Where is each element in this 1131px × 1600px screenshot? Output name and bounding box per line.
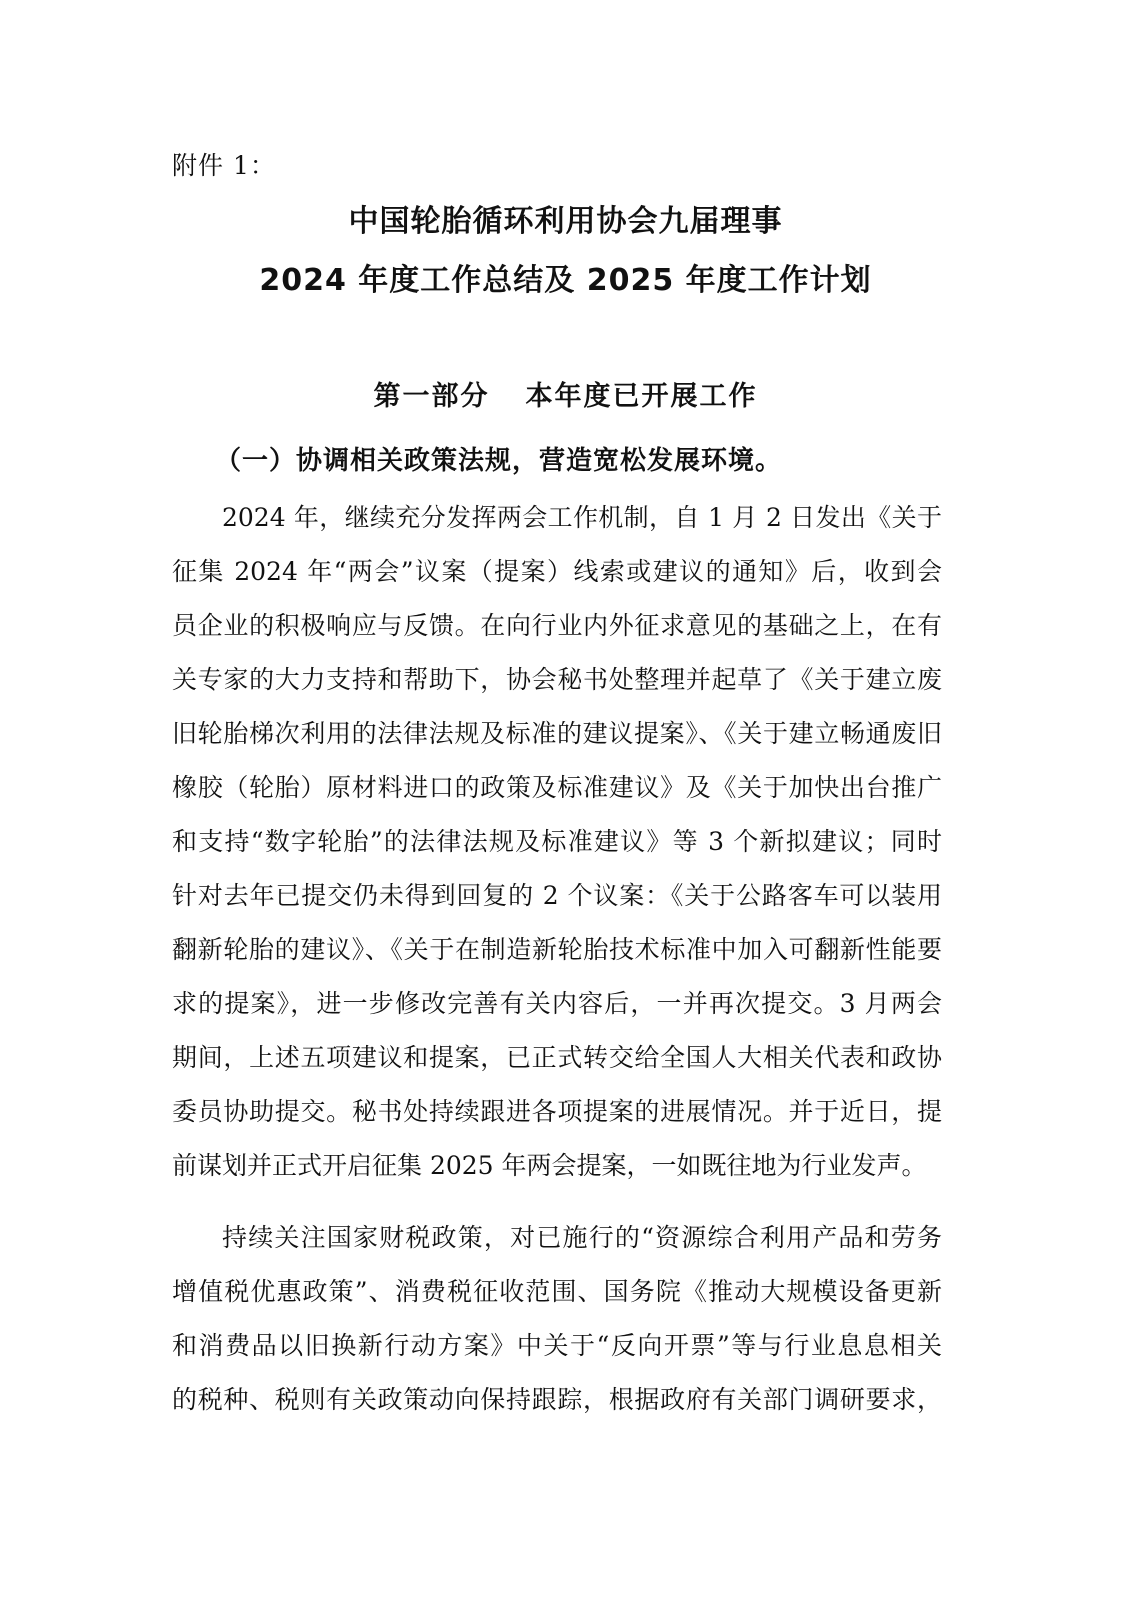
paragraph-1-line: 员企业的积极响应与反馈。在向行业内外征求意见的基础之上，在有 xyxy=(172,611,942,640)
part-number: 第一部分 xyxy=(373,381,490,412)
paragraph-1-line: 2024 年，继续充分发挥两会工作机制，自 1 月 2 日发出《关于 xyxy=(222,503,942,532)
part-name: 本年度已开展工作 xyxy=(525,381,758,412)
paragraph-1-line: 委员协助提交。秘书处持续跟进各项提案的进展情况。并于近日，提 xyxy=(172,1097,942,1126)
paragraph-1-line: 和支持“数字轮胎”的法律法规及标准建议》等 3 个新拟建议；同时 xyxy=(172,827,942,856)
paragraph-1-line: 关专家的大力支持和帮助下，协会秘书处整理并起草了《关于建立废 xyxy=(172,665,942,694)
paragraph-1-line: 前谋划并正式开启征集 2025 年两会提案，一如既往地为行业发声。 xyxy=(172,1151,927,1180)
paragraph-1-line: 针对去年已提交仍未得到回复的 2 个议案：《关于公路客车可以装用 xyxy=(172,881,942,910)
document-title-line-1: 中国轮胎循环利用协会九届理事 xyxy=(348,204,783,239)
document-title-line-2: 2024 年度工作总结及 2025 年度工作计划 xyxy=(259,263,872,298)
attachment-label: 附件 1： xyxy=(172,151,276,180)
paragraph-1-line: 期间，上述五项建议和提案，已正式转交给全国人大相关代表和政协 xyxy=(172,1043,942,1072)
paragraph-1-line: 征集 2024 年“两会”议案（提案）线索或建议的通知》后，收到会 xyxy=(172,557,942,586)
paragraph-1-line: 橡胶（轮胎）原材料进口的政策及标准建议》及《关于加快出台推广 xyxy=(172,773,942,802)
paragraph-2-line: 持续关注国家财税政策，对已施行的“资源综合利用产品和劳务 xyxy=(222,1223,942,1252)
paragraph-2-line: 增值税优惠政策”、消费税征收范围、国务院《推动大规模设备更新 xyxy=(172,1277,942,1306)
paragraph-2-line: 的税种、税则有关政策动向保持跟踪，根据政府有关部门调研要求， xyxy=(172,1385,942,1414)
part-heading xyxy=(0,378,1131,416)
paragraph-1-line: 翻新轮胎的建议》、《关于在制造新轮胎技术标准中加入可翻新性能要 xyxy=(172,935,942,964)
paragraph-2-line: 和消费品以旧换新行动方案》中关于“反向开票”等与行业息息相关 xyxy=(172,1331,942,1360)
paragraph-1-line: 求的提案》，进一步修改完善有关内容后，一并再次提交。3 月两会 xyxy=(172,989,942,1018)
section-heading: （一）协调相关政策法规，营造宽松发展环境。 xyxy=(215,446,783,476)
paragraph-1-line: 旧轮胎梯次利用的法律法规及标准的建议提案》、《关于建立畅通废旧 xyxy=(172,719,942,748)
